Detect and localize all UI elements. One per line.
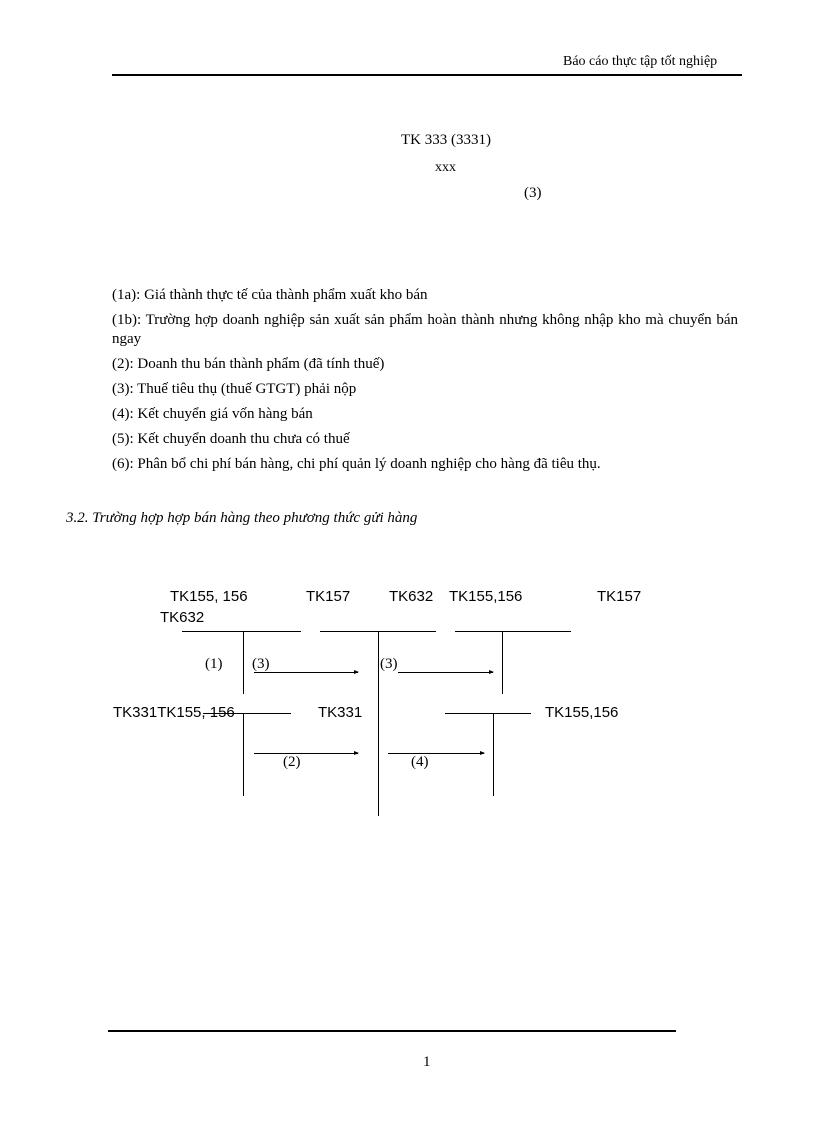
top-account-entry: (3) <box>524 185 542 201</box>
footer-rule <box>108 1030 676 1032</box>
diagram-label-tk331-tk155: TK331TK155, 156 <box>113 704 235 721</box>
page-number: 1 <box>423 1054 431 1070</box>
diagram-label-tk331: TK331 <box>318 704 363 721</box>
note-6: (6): Phân bổ chi phí bán hàng, chi phí quản lý doanh nghiệp cho hàng đã tiêu thụ. <box>112 456 601 472</box>
t-account-stem <box>502 632 503 694</box>
entry-label-1: (1) <box>205 656 223 672</box>
arrow-right-icon <box>388 753 484 754</box>
t-account-stem <box>243 714 244 796</box>
t-account-bar <box>445 713 531 714</box>
header-rule <box>112 74 742 76</box>
arrow-right-icon <box>254 672 358 673</box>
arrow-right-icon <box>254 753 358 754</box>
entry-label-3b: (3) <box>380 656 398 672</box>
diagram-label-tk632-wrap: TK632 <box>160 609 205 626</box>
header-title: Báo cáo thực tập tốt nghiệp <box>563 54 718 69</box>
note-3: (3): Thuế tiêu thụ (thuế GTGT) phải nộp <box>112 381 357 397</box>
diagram-label-tk155-156-c: TK155,156 <box>545 704 619 721</box>
note-1a: (1a): Giá thành thực tế của thành phẩm xuất kho bán <box>112 287 428 303</box>
top-account-label: TK 333 (3331) <box>401 132 491 148</box>
t-account-bar <box>455 631 571 632</box>
arrow-right-icon <box>398 672 493 673</box>
t-account-bar <box>203 713 291 714</box>
diagram-label-tk155-156-b: TK155,156 <box>449 588 523 605</box>
notes-list <box>112 286 738 480</box>
t-account-stem <box>378 632 379 816</box>
section-heading: 3.2. Trường hợp hợp bán hàng theo phương thức gửi hàng <box>66 510 418 526</box>
t-account-stem <box>493 714 494 796</box>
diagram-label-tk157: TK157 <box>306 588 351 605</box>
entry-label-2: (2) <box>283 754 301 770</box>
entry-label-3a: (3) <box>252 656 270 672</box>
note-5: (5): Kết chuyển doanh thu chưa có thuế <box>112 431 350 447</box>
diagram-label-tk632: TK632 <box>389 588 434 605</box>
diagram-label-tk155-156: TK155, 156 <box>170 588 248 605</box>
note-4: (4): Kết chuyển giá vốn hàng bán <box>112 406 313 422</box>
note-2: (2): Doanh thu bán thành phẩm (đã tính thuế) <box>112 356 385 372</box>
t-account-stem <box>243 632 244 694</box>
top-account-balance: xxx <box>435 160 456 175</box>
t-account-bar <box>182 631 301 632</box>
entry-label-4: (4) <box>411 754 429 770</box>
diagram-label-tk157-b: TK157 <box>597 588 642 605</box>
note-1b: (1b): Trường hợp doanh nghiệp sản xuất sản phẩm hoàn thành nhưng không nhập kho mà chuyển bán ngay <box>112 312 738 347</box>
